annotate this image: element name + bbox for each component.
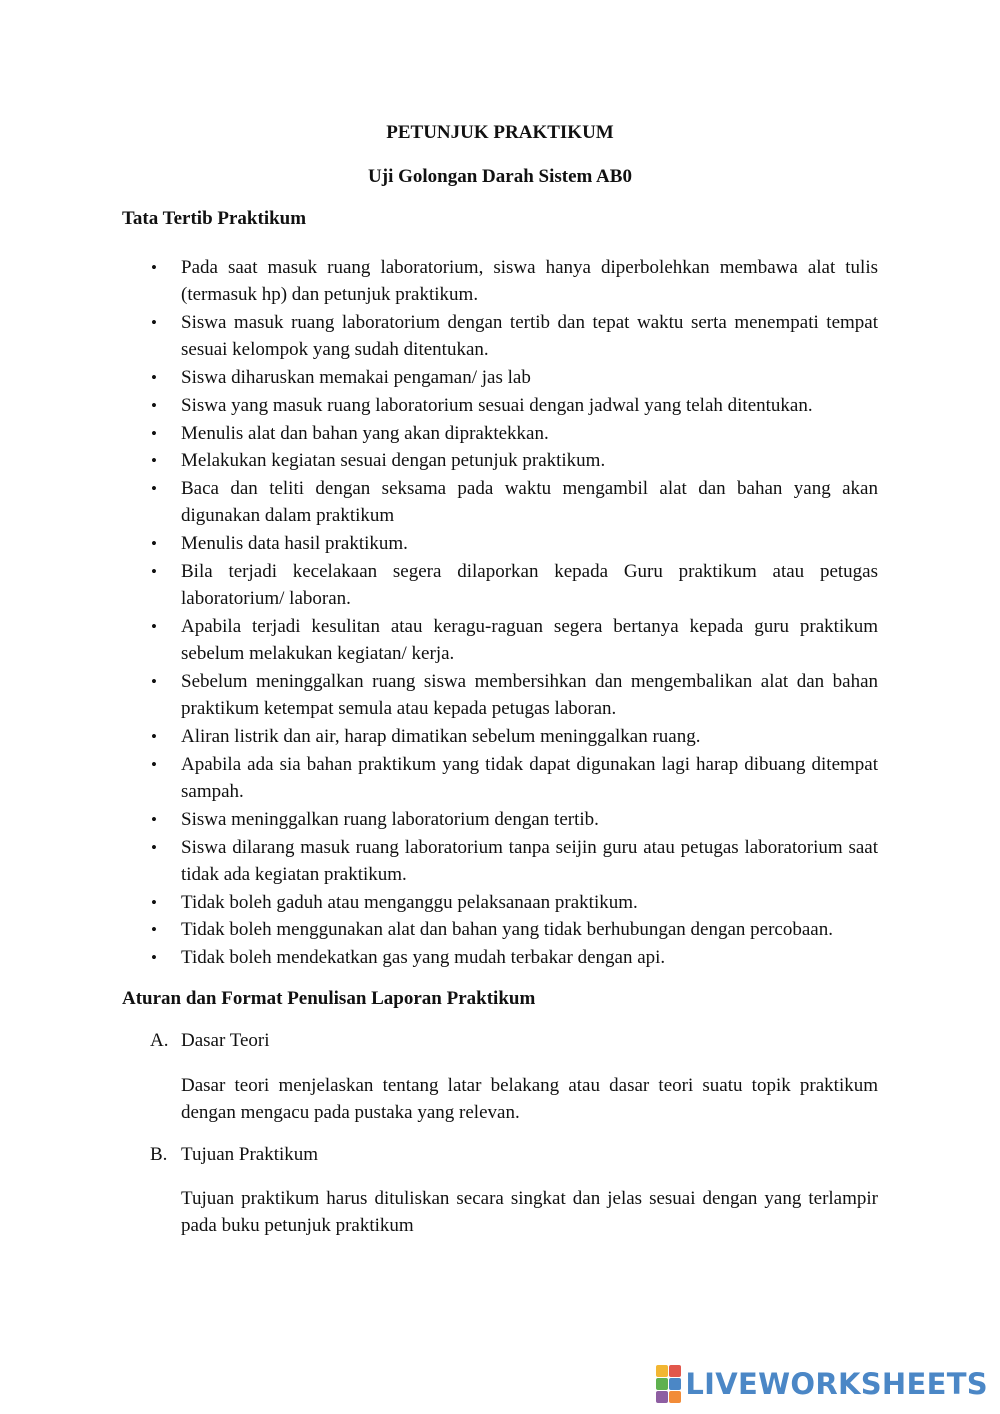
section-a-letter: A. <box>150 1030 169 1051</box>
rule-text: Aliran listrik dan air, harap dimatikan sebelum meninggalkan ruang. <box>181 725 701 747</box>
section-b-letter: B. <box>150 1144 168 1165</box>
rule-item <box>0 254 1000 308</box>
format-heading: Aturan dan Format Penulisan Laporan Praktikum <box>122 988 536 1009</box>
rule-item <box>0 889 1000 916</box>
rule-item <box>0 475 1000 529</box>
logo-block <box>669 1365 681 1377</box>
rule-item <box>0 916 1000 943</box>
bullet-icon: • <box>151 726 157 746</box>
rule-text: Siswa diharuskan memakai pengaman/ jas lab <box>181 367 531 388</box>
rule-item <box>0 613 1000 667</box>
rule-item <box>0 668 1000 722</box>
rule-text: Baca dan teliti dengan seksama pada waktu mengambil alat dan bahan yang akan digunakan dalam praktikum <box>181 478 878 527</box>
bullet-icon: • <box>151 451 157 471</box>
watermark-text: LIVEWORKSHEETS <box>685 1367 988 1401</box>
rule-text: Menulis data hasil praktikum. <box>181 533 408 555</box>
page-subtitle: Uji Golongan Darah Sistem AB0 <box>368 166 632 187</box>
logo-block <box>656 1391 668 1403</box>
bullet-icon: • <box>151 534 157 554</box>
rule-text: Siswa dilarang masuk ruang laboratorium tanpa seijin guru atau petugas laboratorium saat tidak ada kegiatan praktikum. <box>181 836 878 885</box>
logo-block <box>669 1391 681 1403</box>
liveworksheets-logo-icon <box>656 1365 681 1403</box>
bullet-icon: • <box>151 479 157 499</box>
rule-item <box>0 806 1000 833</box>
rules-list <box>0 254 1000 972</box>
rule-text: Bila terjadi kecelakaan segera dilaporkan kepada Guru praktikum atau petugas laboratorium/ laboran. <box>181 560 878 610</box>
section-a-paragraph: Dasar teori menjelaskan tentang latar belakang atau dasar teori suatu topik praktikum dengan mengacu pada pustaka yang relevan. <box>181 1075 878 1123</box>
bullet-icon: • <box>151 313 157 332</box>
rule-text: Menulis alat dan bahan yang akan dipraktekkan. <box>181 422 549 444</box>
bullet-icon: • <box>151 754 157 774</box>
liveworksheets-watermark <box>656 1364 988 1404</box>
rule-text: Tidak boleh gaduh atau menganggu pelaksanaan praktikum. <box>181 891 638 913</box>
rule-item <box>0 392 1000 419</box>
section-b-title: Tujuan Praktikum <box>181 1144 319 1165</box>
section-b-paragraph: Tujuan praktikum harus dituliskan secara singkat dan jelas sesuai dengan yang terlampir pada buku petunjuk praktikum <box>181 1188 878 1236</box>
rule-item <box>0 723 1000 750</box>
section-a-title: Dasar Teori <box>181 1030 270 1051</box>
bullet-icon: • <box>151 616 157 636</box>
rule-item <box>0 751 1000 805</box>
rule-item <box>0 834 1000 888</box>
rule-text: Sebelum meninggalkan ruang siswa membersihkan dan mengembalikan alat dan bahan praktikum ketempat semula atau kepada petugas laboran. <box>181 670 878 720</box>
rule-item <box>0 364 1000 391</box>
logo-block <box>669 1378 681 1390</box>
rule-item <box>0 420 1000 447</box>
rule-text: Melakukan kegiatan sesuai dengan petunjuk praktikum. <box>181 450 606 472</box>
bullet-icon: • <box>151 423 157 443</box>
page-title: PETUNJUK PRAKTIKUM <box>386 122 614 143</box>
section-a-heading <box>150 1030 270 1052</box>
bullet-icon: • <box>151 948 157 968</box>
bullet-icon: • <box>151 892 157 912</box>
bullet-icon: • <box>151 671 157 691</box>
rule-item <box>0 558 1000 612</box>
bullet-icon: • <box>151 809 157 829</box>
logo-block <box>656 1378 668 1390</box>
rule-text: Apabila ada sia bahan praktikum yang tidak dapat digunakan lagi harap dibuang ditempat sampah. <box>181 753 878 802</box>
rule-text: Tidak boleh menggunakan alat dan bahan yang tidak berhubungan dengan percobaan. <box>181 919 833 941</box>
rule-text: Siswa masuk ruang laboratorium dengan tertib dan tepat waktu serta menempati tempat sesuai kelompok yang sudah ditentukan. <box>181 312 878 361</box>
rule-text: Siswa meninggalkan ruang laboratorium dengan tertib. <box>181 808 599 830</box>
logo-block <box>656 1365 668 1377</box>
rule-text: Tidak boleh mendekatkan gas yang mudah terbakar dengan api. <box>181 947 666 969</box>
rule-text: Siswa yang masuk ruang laboratorium sesuai dengan jadwal yang telah ditentukan. <box>181 394 813 416</box>
rule-text: Pada saat masuk ruang laboratorium, siswa hanya diperbolehkan membawa alat tulis (termasuk hp) dan petunjuk praktikum. <box>181 257 878 306</box>
bullet-icon: • <box>151 837 157 857</box>
rule-item <box>0 944 1000 971</box>
bullet-icon: • <box>151 258 157 277</box>
rules-heading: Tata Tertib Praktikum <box>122 208 307 229</box>
bullet-icon: • <box>151 561 157 581</box>
bullet-icon: • <box>151 920 157 940</box>
rule-item <box>0 309 1000 363</box>
section-b-heading <box>150 1144 318 1166</box>
rule-text: Apabila terjadi kesulitan atau keragu-raguan segera bertanya kepada guru praktikum sebelum melakukan kegiatan/ kerja. <box>181 615 878 665</box>
rule-item <box>0 530 1000 557</box>
bullet-icon: • <box>151 368 157 387</box>
bullet-icon: • <box>151 395 157 415</box>
rule-item <box>0 447 1000 474</box>
